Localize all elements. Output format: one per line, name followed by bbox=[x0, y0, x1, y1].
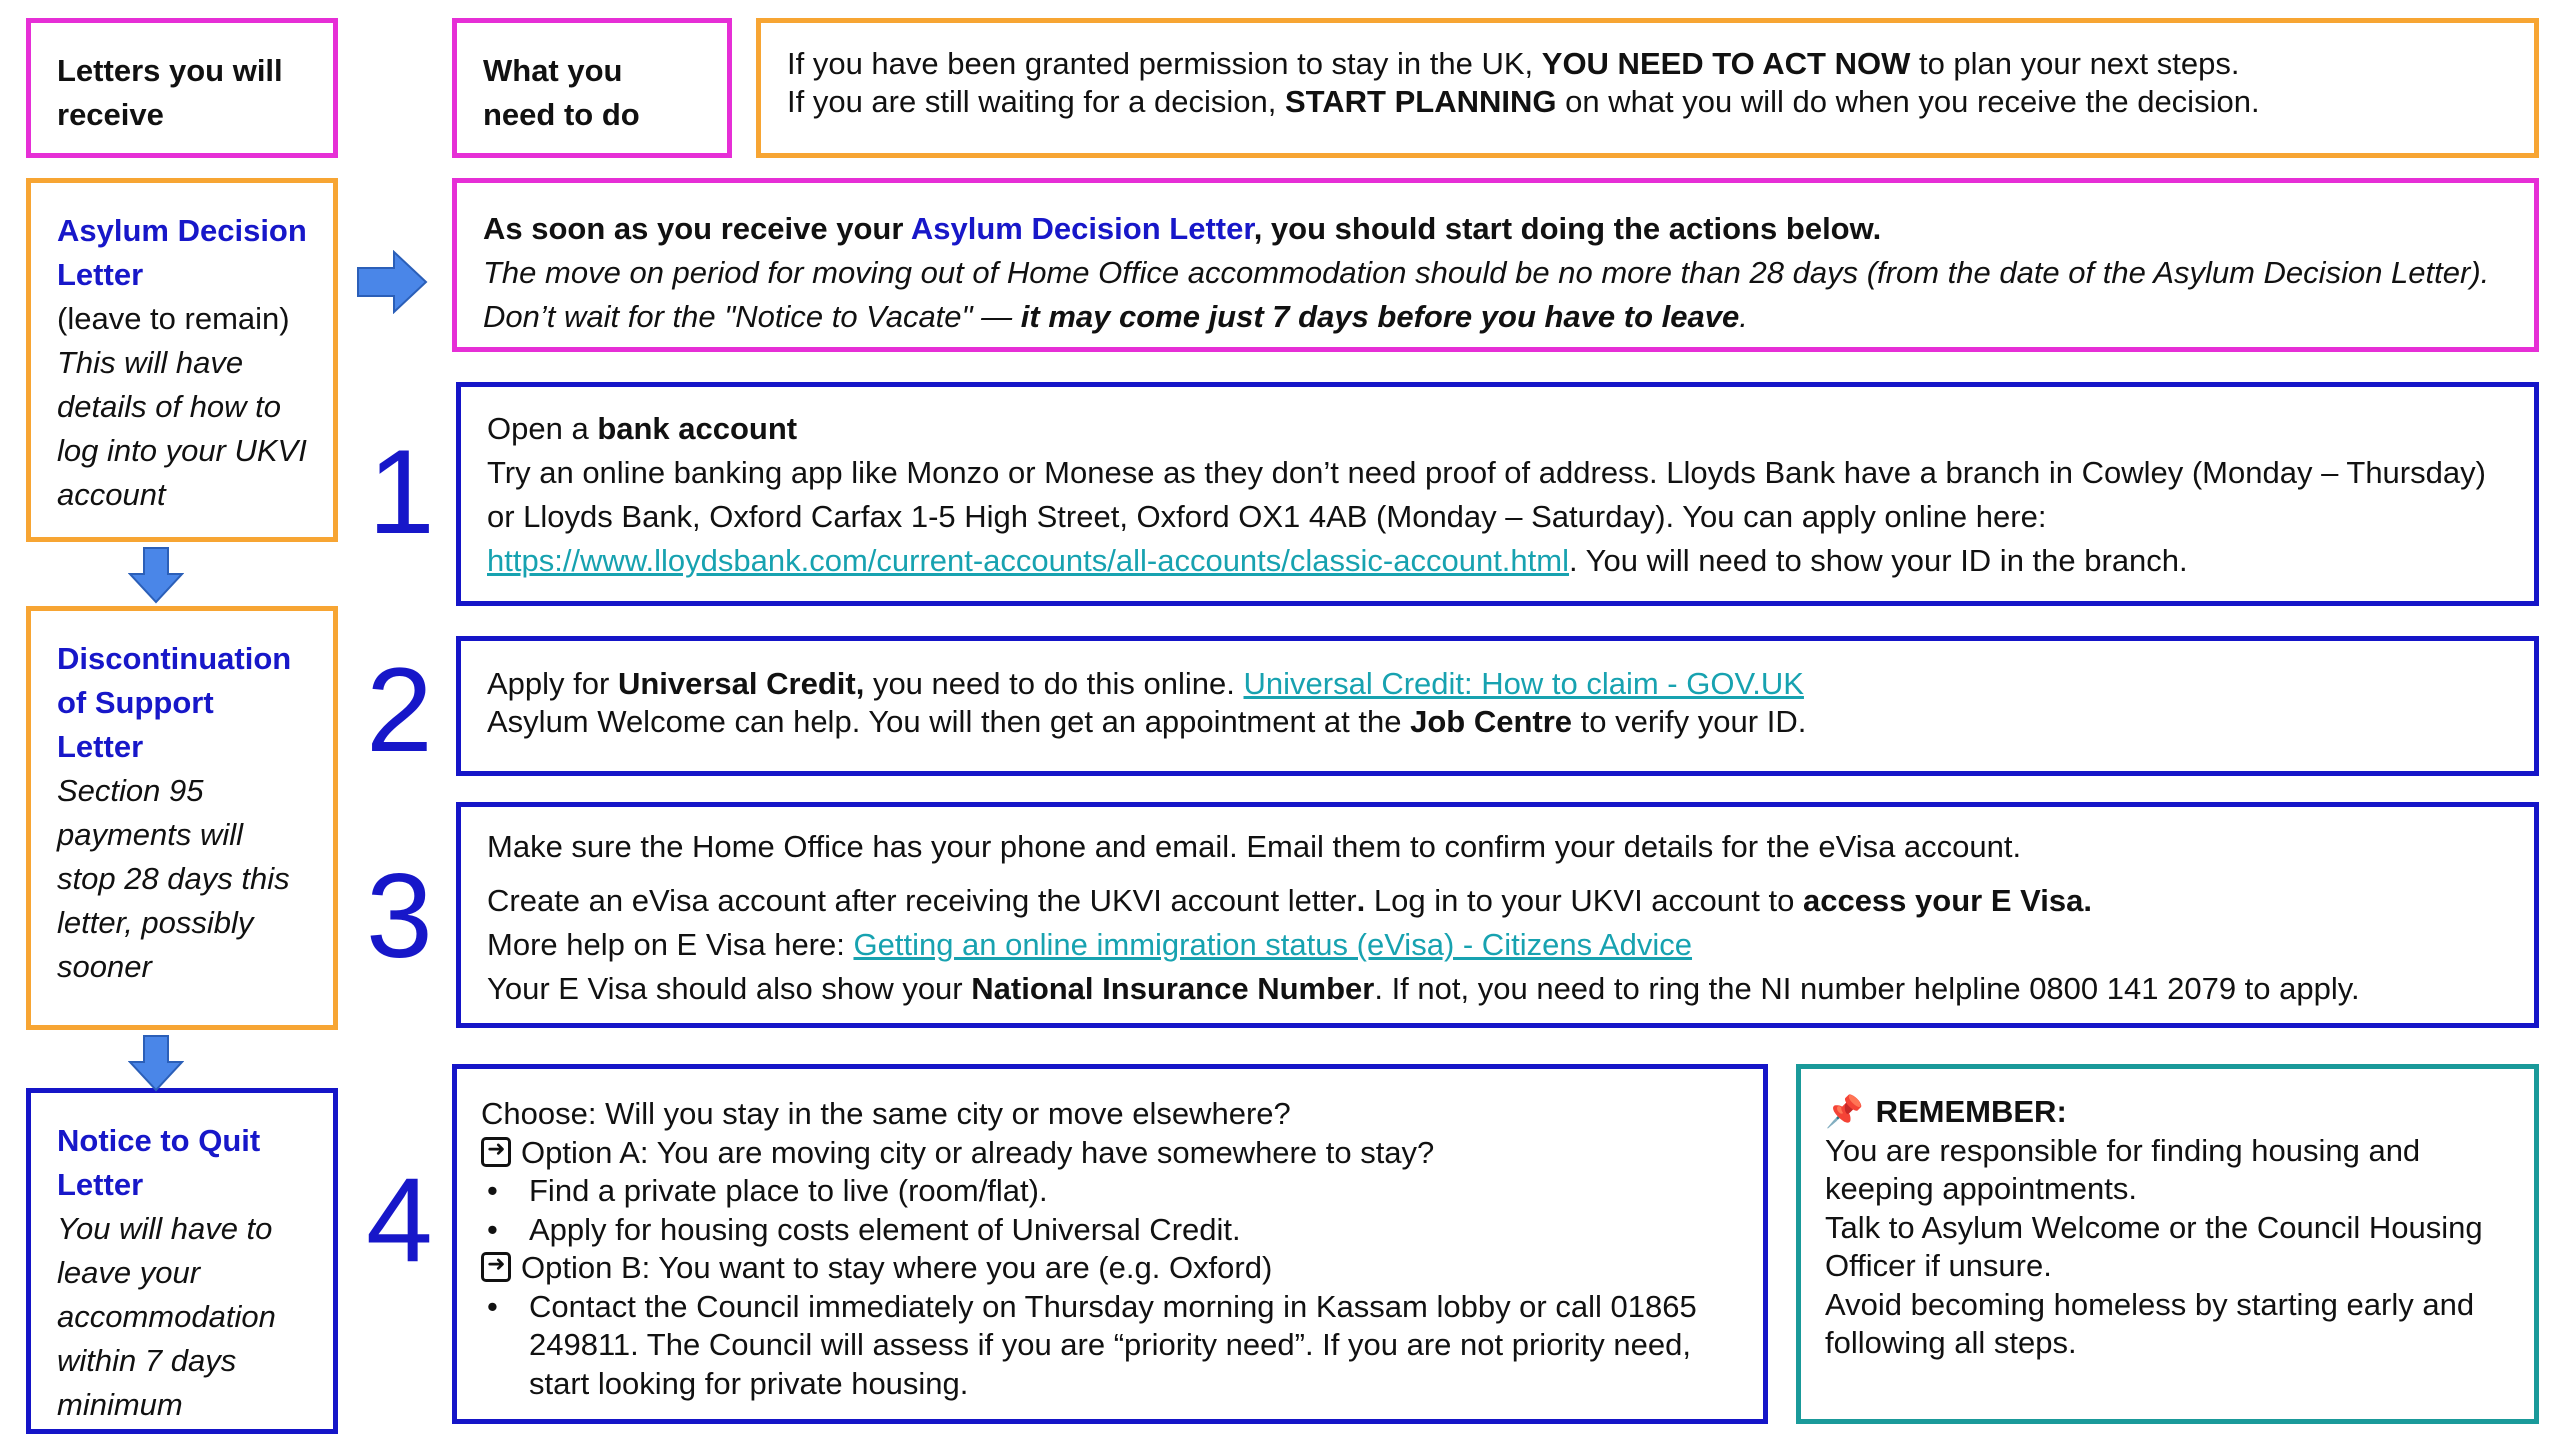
intro-line-2: If you are still waiting for a decision, START PLANNING on what you will do when you receive the decision. bbox=[787, 84, 2260, 119]
option-arrow-icon bbox=[481, 1252, 511, 1282]
discontinuation-letter-desc: Section 95 payments will stop 28 days this letter, possibly sooner bbox=[57, 773, 290, 984]
step-1-body: Try an online banking app like Monzo or Monese as they don’t need proof of address. Lloyds Bank have a branch in Cowley (Monday – Thursday) or Lloyds Bank, Oxford Carfax 1-5 High Street, Oxford OX1 4AB (Monday – Saturday). You can apply online here: https://www.lloydsbank.com/current-accounts/all-accounts/classic-account.html. You will need to show your ID in the branch. bbox=[487, 455, 2486, 578]
remember-line-2: Talk to Asylum Welcome or the Council Housing Officer if unsure. bbox=[1825, 1209, 2483, 1283]
universal-credit-link[interactable]: Universal Credit: How to claim - GOV.UK bbox=[1243, 666, 1804, 701]
arrow-down-icon bbox=[128, 1034, 184, 1092]
step-3-line-2: Create an eVisa account after receiving the UKVI account letter. Log in to your UKVI account to access your E Visa. bbox=[487, 883, 2092, 918]
notice-to-quit-letter-title: Notice to Quit Letter bbox=[57, 1123, 261, 1202]
asylum-decision-letter-box bbox=[26, 178, 338, 542]
step-3-line-4: Your E Visa should also show your National Insurance Number. If not, you need to ring the NI number helpline 0800 141 2079 to apply. bbox=[487, 971, 2360, 1006]
todo-header bbox=[452, 18, 732, 158]
option-arrow-icon bbox=[481, 1137, 511, 1167]
option-b-bullet-1: • Contact the Council immediately on Thursday morning in Kassam lobby or call 01865 249811. The Council will assess if you are “priority need”. If you are not priority need, start looking for private housing. bbox=[481, 1288, 1739, 1404]
notice-to-quit-letter-desc: You will have to leave your accommodation within 7 days minimum bbox=[57, 1211, 276, 1422]
remember-box bbox=[1796, 1064, 2539, 1424]
decision-line-2: The move on period for moving out of Home Office accommodation should be no more than 28 days (from the date of the Asylum Decision Letter). Don’t wait for the "Notice to Vacate" — it may come just 7 days before you have to leave. bbox=[483, 255, 2490, 334]
discontinuation-letter-title: Discontinuation of Support Letter bbox=[57, 641, 292, 764]
pushpin-icon: 📌 bbox=[1825, 1094, 1864, 1130]
step-number-2: 2 bbox=[366, 643, 433, 777]
step-1-box bbox=[456, 382, 2539, 606]
step-number-4: 4 bbox=[366, 1153, 433, 1287]
step-3-box bbox=[456, 802, 2539, 1028]
asylum-decision-letter-subtitle: (leave to remain) bbox=[57, 301, 290, 336]
intro-line-1: If you have been granted permission to stay in the UK, YOU NEED TO ACT NOW to plan your next steps. bbox=[787, 46, 2240, 81]
intro-box bbox=[756, 18, 2539, 158]
remember-title: 📌 REMEMBER: bbox=[1825, 1094, 2067, 1130]
arrow-right-icon bbox=[356, 250, 428, 314]
arrow-down-icon bbox=[128, 546, 184, 604]
letters-header-text: Letters you will receive bbox=[57, 53, 283, 132]
remember-line-1: You are responsible for finding housing and keeping appointments. bbox=[1825, 1132, 2421, 1206]
lloyds-link[interactable]: https://www.lloydsbank.com/current-accounts/all-accounts/classic-account.html bbox=[487, 543, 1569, 578]
option-a-bullet-1: • Find a private place to live (room/flat). bbox=[481, 1172, 1739, 1211]
decision-box bbox=[452, 178, 2539, 352]
step-4-box bbox=[452, 1064, 1768, 1424]
todo-header-text: What you need to do bbox=[483, 53, 640, 132]
discontinuation-letter-box bbox=[26, 606, 338, 1030]
step-number-1: 1 bbox=[368, 425, 435, 559]
asylum-decision-letter-desc: This will have details of how to log into your UKVI account bbox=[57, 345, 307, 512]
step-4-choose: Choose: Will you stay in the same city or move elsewhere? bbox=[481, 1096, 1291, 1131]
option-a-bullet-2: • Apply for housing costs element of Universal Credit. bbox=[481, 1211, 1739, 1250]
step-1-title: Open a bank account bbox=[487, 411, 798, 446]
step-number-3: 3 bbox=[366, 849, 433, 983]
notice-to-quit-letter-box bbox=[26, 1088, 338, 1434]
step-3-line-1: Make sure the Home Office has your phone and email. Email them to confirm your details for the eVisa account. bbox=[487, 829, 2022, 864]
option-b: ➜Option B: You want to stay where you are (e.g. Oxford) bbox=[481, 1249, 1739, 1288]
asylum-decision-letter-title: Asylum Decision Letter bbox=[57, 213, 307, 292]
step-3-line-3: More help on E Visa here: Getting an online immigration status (eVisa) - Citizens Advice bbox=[487, 927, 1693, 962]
letters-header bbox=[26, 18, 338, 158]
evisa-citizens-advice-link[interactable]: Getting an online immigration status (eVisa) - Citizens Advice bbox=[853, 927, 1693, 962]
option-a: ➜Option A: You are moving city or already have somewhere to stay? bbox=[481, 1134, 1739, 1173]
decision-line-1: As soon as you receive your Asylum Decision Letter, you should start doing the actions below. bbox=[483, 211, 1882, 246]
step-2-line-2: Asylum Welcome can help. You will then get an appointment at the Job Centre to verify your ID. bbox=[487, 704, 1807, 739]
step-2-line-1: Apply for Universal Credit, you need to do this online. Universal Credit: How to claim - GOV.UK bbox=[487, 666, 1804, 701]
remember-line-3: Avoid becoming homeless by starting early and following all steps. bbox=[1825, 1286, 2475, 1360]
step-2-box bbox=[456, 636, 2539, 776]
